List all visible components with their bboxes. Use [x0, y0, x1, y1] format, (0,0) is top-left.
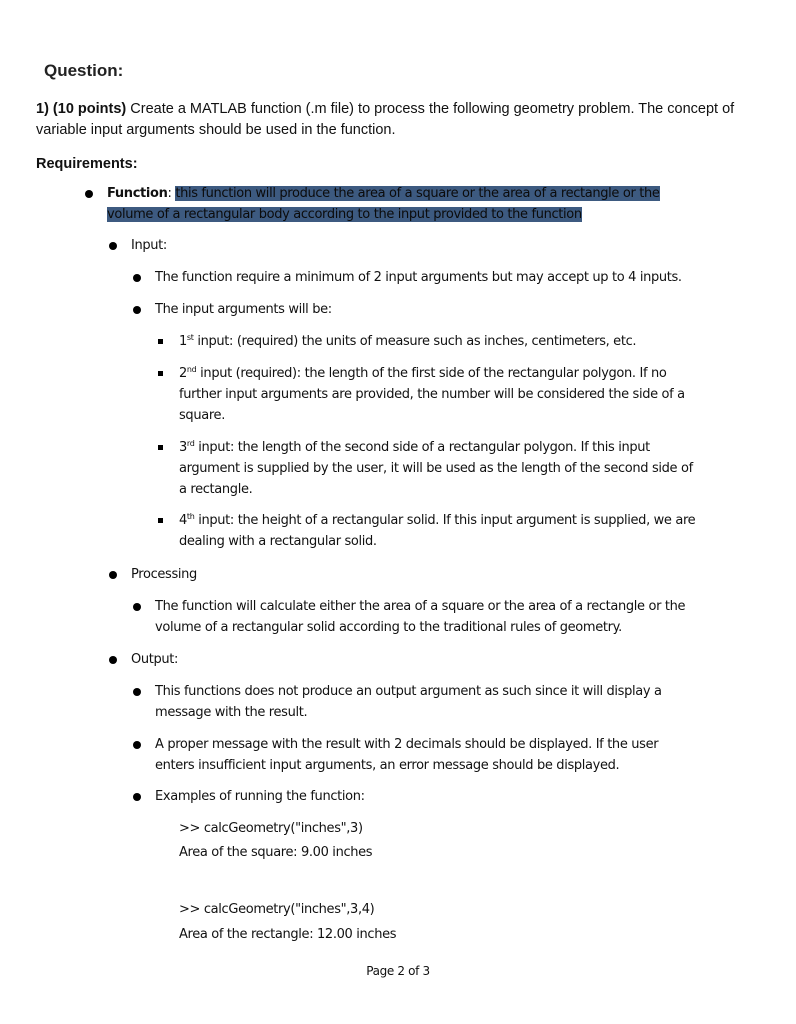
- arg-ordinal: th: [186, 512, 195, 521]
- input-arg-4: [179, 510, 739, 552]
- arg-ordinal: nd: [186, 365, 197, 374]
- arg-number: 3: [179, 440, 187, 455]
- processing-label: Processing: [131, 567, 197, 582]
- arg-text: argument is supplied by the user, it will be used as the length of the second side of: [179, 461, 693, 476]
- bullet: [133, 688, 141, 696]
- bullet: [133, 603, 141, 611]
- input-arg-3: [179, 437, 739, 500]
- arg-text: square.: [179, 408, 225, 423]
- output-label: Output:: [131, 652, 179, 667]
- page-number: Page 2 of 3: [366, 964, 430, 978]
- square-bullet: [158, 518, 163, 523]
- output-item-2: [155, 734, 755, 776]
- output-text: A proper message with the result with 2 decimals should be displayed. If the user: [155, 737, 659, 752]
- input-label: Input:: [131, 238, 167, 253]
- arg-ordinal: st: [186, 333, 194, 342]
- function-colon: :: [167, 186, 176, 201]
- processing-text: The function will calculate either the area of a square or the area of a rectangle or the: [155, 599, 686, 614]
- highlighted-text: volume of a rectangular body according to the input provided to the function: [107, 207, 582, 222]
- arg-text: input: the length of the second side of a rectangular polygon. If this input: [198, 440, 650, 455]
- function-item: [107, 183, 757, 225]
- arg-ordinal: rd: [186, 439, 195, 448]
- question-intro: [36, 99, 756, 141]
- example-command: >> calcGeometry("inches",3,4): [179, 902, 375, 917]
- output-text: This functions does not produce an output argument as such since it will display a: [155, 684, 662, 699]
- output-item-1: [155, 681, 755, 723]
- arg-number: 2: [179, 366, 187, 381]
- input-args-intro: The input arguments will be:: [155, 302, 332, 317]
- input-arg-1: [179, 331, 739, 352]
- square-bullet: [158, 339, 163, 344]
- bullet: [109, 242, 117, 250]
- example-command: >> calcGeometry("inches",3): [179, 821, 363, 836]
- bullet: [85, 190, 93, 198]
- arg-text: input (required): the length of the first side of the rectangular polygon. If no: [200, 366, 667, 381]
- arg-number: 4: [179, 513, 187, 528]
- example-result: Area of the rectangle: 12.00 inches: [179, 927, 397, 942]
- highlighted-text: this function will produce the area of a square or the area of a rectangle or the: [175, 186, 660, 201]
- bullet: [133, 274, 141, 282]
- requirements-heading: Requirements:: [36, 156, 138, 172]
- arg-text: input: (required) the units of measure such as inches, centimeters, etc.: [197, 334, 637, 349]
- examples-label: Examples of running the function:: [155, 789, 365, 804]
- question-heading: Question:: [44, 61, 124, 80]
- bullet: [109, 571, 117, 579]
- bullet: [133, 793, 141, 801]
- intro-text: Create a MATLAB function (.m file) to process the following geometry problem. The concept of variable input arguments should be used in the function.: [36, 101, 735, 138]
- arg-text: further input arguments are provided, the number will be considered the side of a: [179, 387, 685, 402]
- arg-text: dealing with a rectangular solid.: [179, 534, 377, 549]
- example-result: Area of the square: 9.00 inches: [179, 845, 373, 860]
- processing-item: [155, 596, 755, 638]
- input-minimum: The function require a minimum of 2 input arguments but may accept up to 4 inputs.: [155, 270, 682, 285]
- function-label: Function: [107, 186, 168, 201]
- bullet: [133, 741, 141, 749]
- bullet: [109, 656, 117, 664]
- points-label: 1) (10 points): [36, 101, 127, 117]
- bullet: [133, 306, 141, 314]
- arg-text: a rectangle.: [179, 482, 253, 497]
- square-bullet: [158, 371, 163, 376]
- square-bullet: [158, 445, 163, 450]
- input-arg-2: [179, 363, 739, 426]
- output-text: enters insufficient input arguments, an error message should be displayed.: [155, 758, 620, 773]
- arg-number: 1: [179, 334, 187, 349]
- processing-text: volume of a rectangular solid according to the traditional rules of geometry.: [155, 620, 622, 635]
- arg-text: input: the height of a rectangular solid. If this input argument is supplied, we are: [198, 513, 696, 528]
- output-text: message with the result.: [155, 705, 308, 720]
